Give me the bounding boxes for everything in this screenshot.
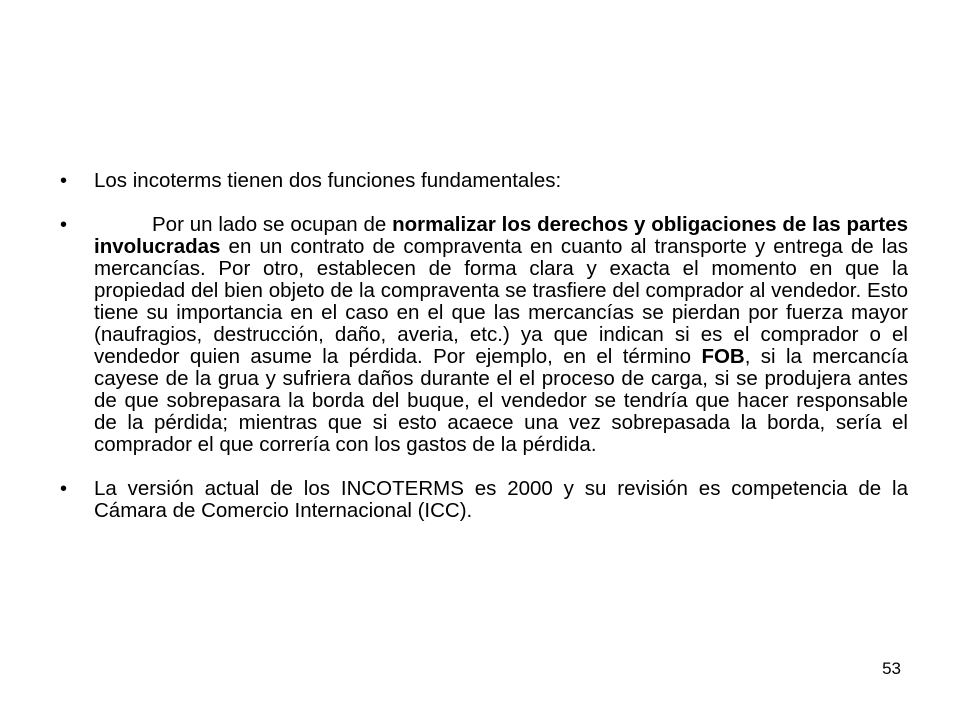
bullet-item-version	[60, 478, 908, 522]
bullet-item-functions	[60, 170, 908, 192]
bullet-text-part: Por un lado se ocupan de	[152, 213, 393, 236]
bullet-text: Los incoterms tienen dos funciones fundamentales:	[94, 169, 562, 192]
bullet-text-part: en un contrato de compraventa en cuanto al transporte y entrega de las mercancías. Por otro, establecen de forma clara y exacta el momento en que la propiedad del bien objeto de la compraventa se trasfiere del comprador al vendedor. Esto tiene su importancia en el caso en el que las mercancías se pierdan por fuerza mayor (naufragios, destrucción, daño, averia, etc.) ya que indican si es el comprador o el vendedor quien asume la pérdida. Por ejemplo, en el término	[94, 235, 908, 368]
bullet-marker: •	[60, 478, 68, 500]
bold-phrase: normalizar los derechos y obligaciones de las partes involucradas	[94, 213, 908, 258]
bold-term-fob: FOB	[701, 345, 745, 368]
bullet-list	[60, 170, 908, 522]
page-number: 53	[882, 659, 901, 678]
bullet-text-part: , si la mercancía cayese de la grua y sufriera daños durante el el proceso de carga, si se produjera antes de que sobrepasara la borda del buque, el vendedor se tendría que hacer responsable de la pérdida; mientras que si esto acaece una vez sobrepasada la borda, sería el comprador el que correría con los gastos de la pérdida.	[94, 345, 908, 456]
bullet-item-explanation	[60, 214, 908, 456]
bullet-marker: •	[60, 214, 68, 236]
bullet-marker: •	[60, 170, 68, 192]
bullet-text: La versión actual de los INCOTERMS es 2000 y su revisión es competencia de la Cámara de Comercio Internacional (ICC).	[94, 477, 908, 522]
